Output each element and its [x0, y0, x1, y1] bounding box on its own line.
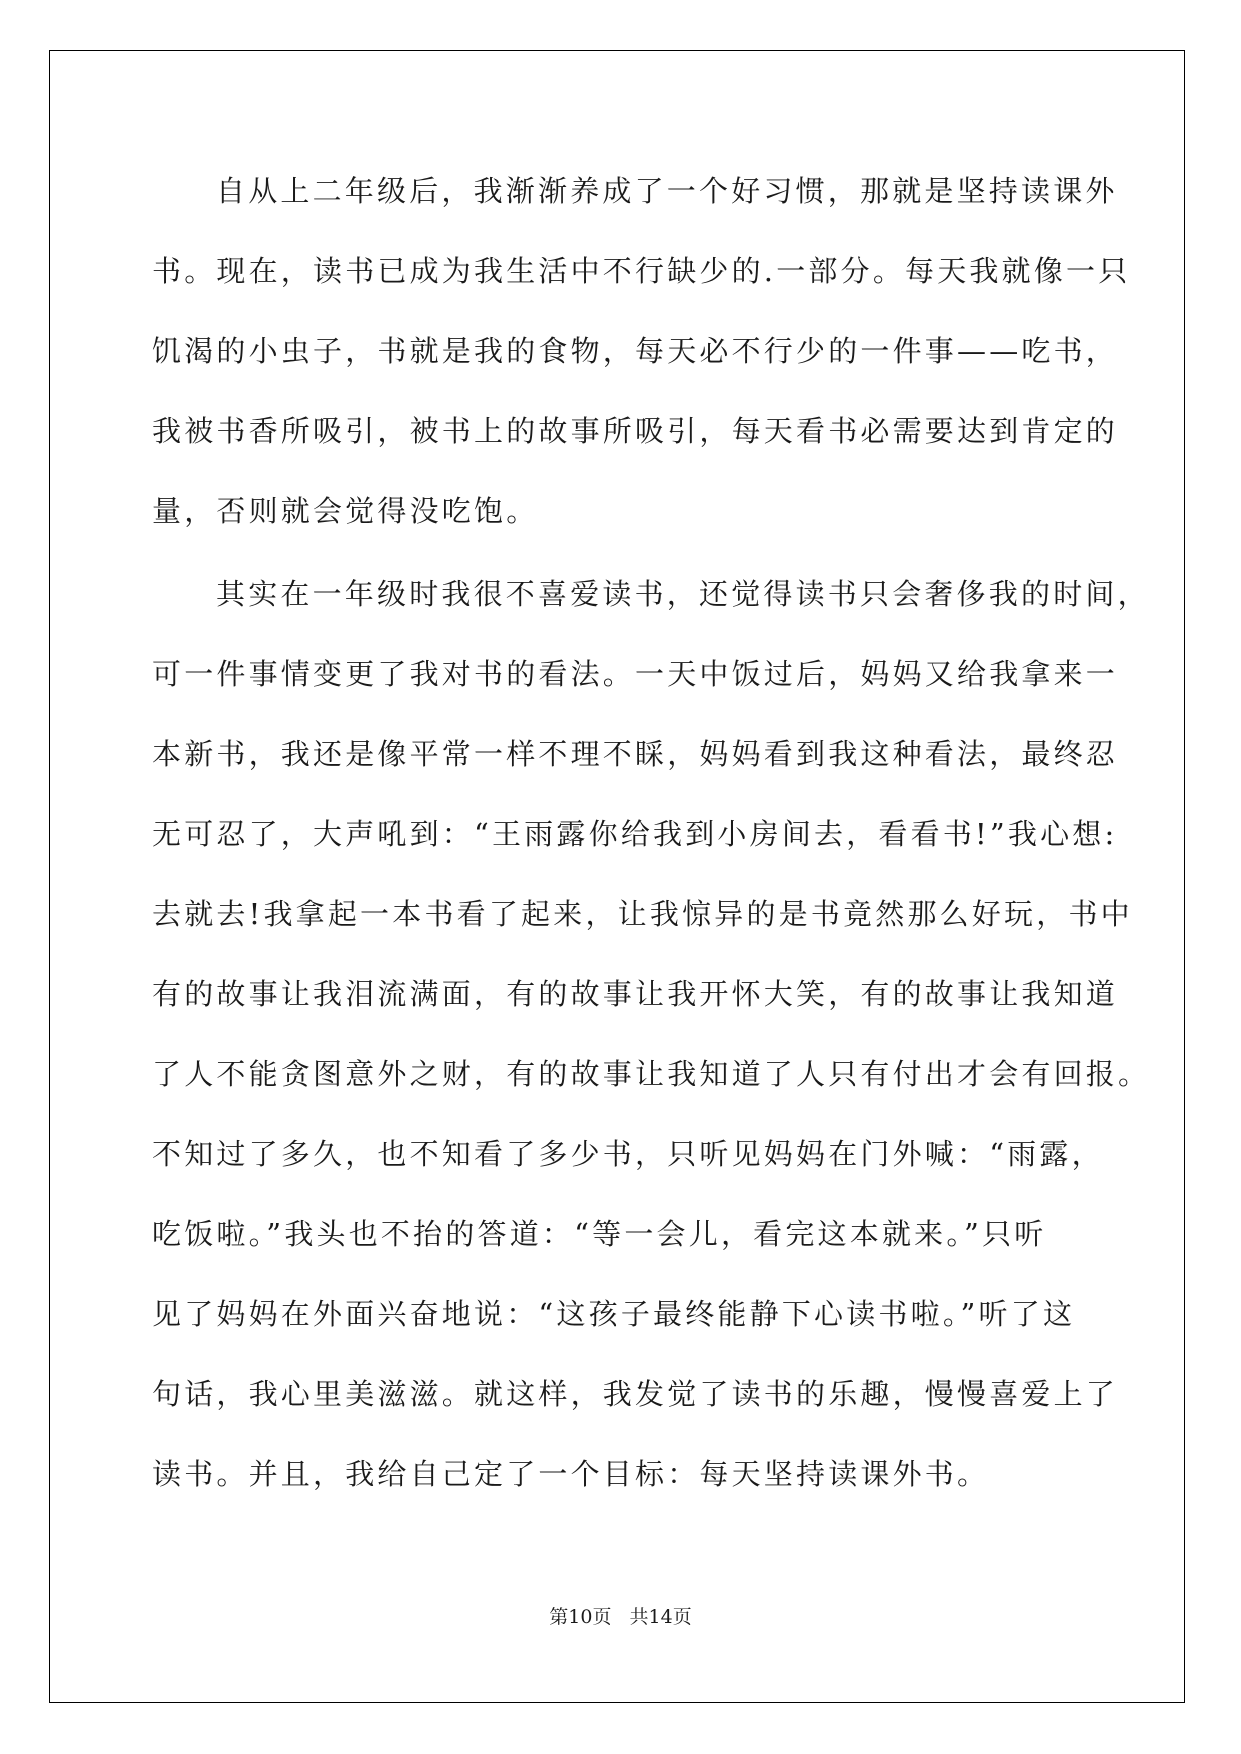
paragraph-2-line-4: 无可忍了，大声吼到：“王雨露你给我到小房间去，看看书!”我心想:	[152, 817, 1118, 851]
paragraph-1-line-5: 量，否则就会觉得没吃饱。	[152, 494, 539, 528]
page-total: 共14页	[629, 1606, 692, 1628]
paragraph-2-line-6: 有的故事让我泪流满面，有的故事让我开怀大笑，有的故事让我知道	[152, 977, 1119, 1011]
paragraph-2-line-11: 句话，我心里美滋滋。就这样，我发觉了读书的乐趣，慢慢喜爱上了	[152, 1377, 1119, 1411]
paragraph-2-line-3: 本新书，我还是像平常一样不理不睬，妈妈看到我这种看法，最终忍	[152, 737, 1119, 771]
page-footer	[0, 1602, 1241, 1629]
paragraph-2-line-8: 不知过了多久，也不知看了多少书，只听见妈妈在门外喊：“雨露，	[152, 1137, 1104, 1171]
paragraph-2-line-9: 吃饭啦。”我头也不抬的答道：“等一会儿，看完这本就来。”只听	[152, 1217, 1047, 1251]
paragraph-1-line-3: 饥渴的小虫子，书就是我的食物，每天必不行少的一件事——吃书，	[152, 334, 1119, 368]
paragraph-2-line-7: 了人不能贪图意外之财，有的故事让我知道了人只有付出才会有回报。	[152, 1057, 1151, 1091]
paragraph-1-line-1: 自从上二年级后，我渐渐养成了一个好习惯，那就是坚持读课外	[216, 174, 1118, 208]
paragraph-2-line-1: 其实在一年级时我很不喜爱读书，还觉得读书只会奢侈我的时间，	[216, 577, 1150, 611]
paragraph-2-line-2: 可一件事情变更了我对书的看法。一天中饭过后，妈妈又给我拿来一	[152, 657, 1119, 691]
paragraph-1-line-2: 书。现在，读书已成为我生活中不行缺少的.一部分。每天我就像一只	[152, 254, 1131, 288]
paragraph-2-line-5: 去就去!我拿起一本书看了起来，让我惊异的是书竟然那么好玩，书中	[152, 897, 1133, 931]
document-body	[152, 160, 1151, 1523]
paragraph-2-line-12: 读书。并且，我给自己定了一个目标：每天坚持读课外书。	[152, 1457, 990, 1491]
paragraph-1-line-4: 我被书香所吸引，被书上的故事所吸引，每天看书必需要达到肯定的	[152, 414, 1119, 448]
page-number: 第10页	[549, 1606, 612, 1628]
paragraph-2-line-10: 见了妈妈在外面兴奋地说：“这孩子最终能静下心读书啦。”听了这	[152, 1297, 1076, 1331]
